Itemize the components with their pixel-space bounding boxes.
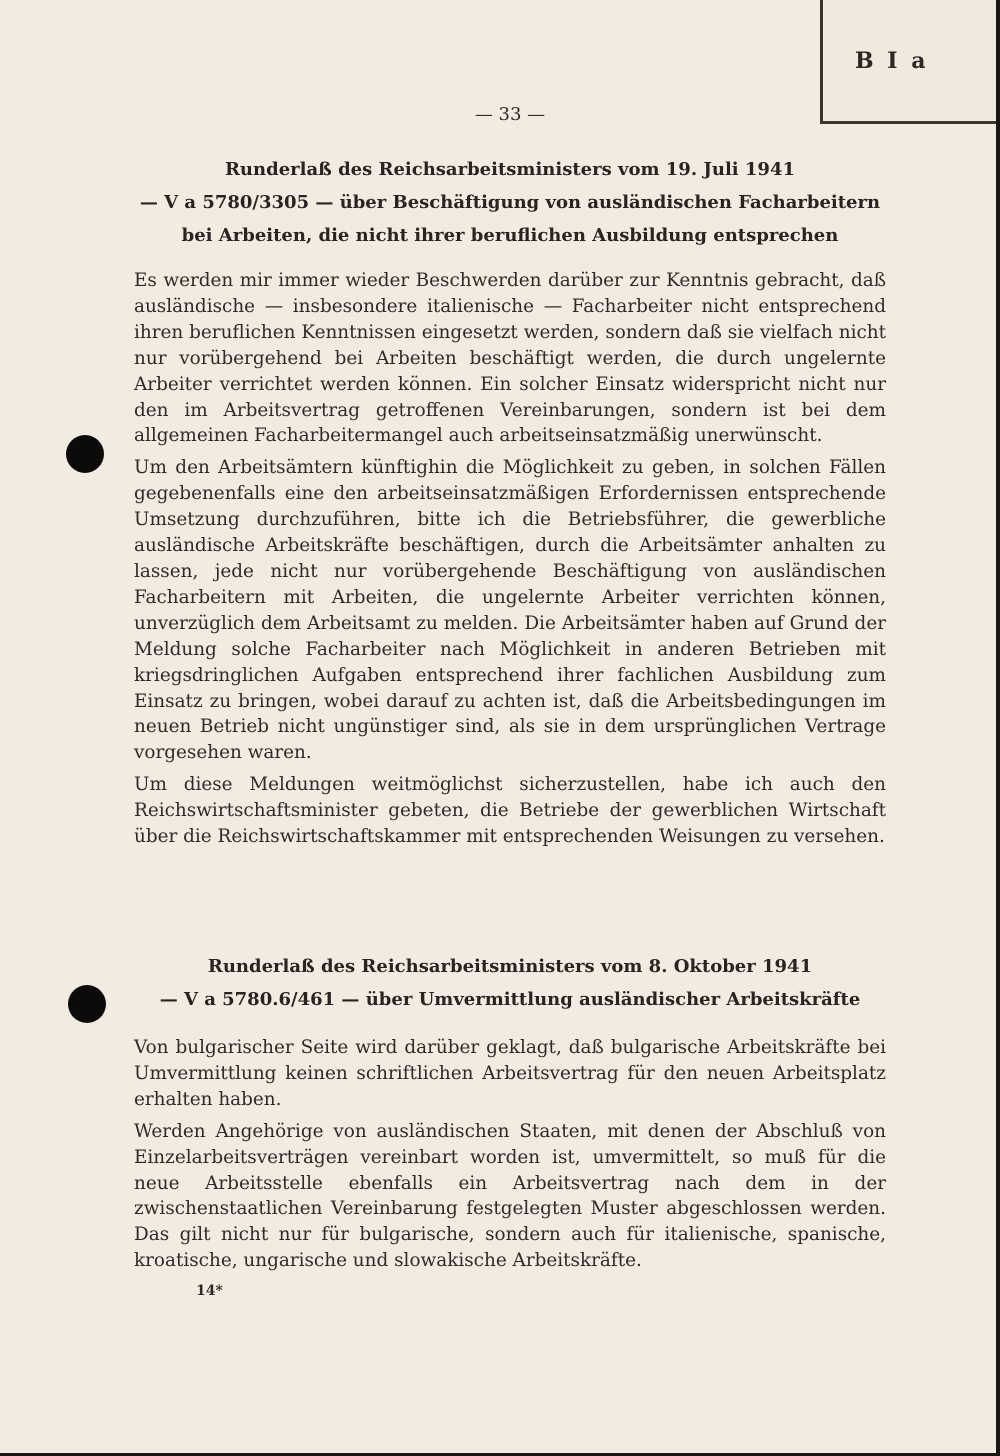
section1-body: [134, 268, 886, 856]
section1-paragraph: Um diese Meldungen weitmöglichst sicherzustellen, habe ich auch den Reichswirtschaftsminister gebeten, die Betriebe der gewerblichen Wirtschaft über die Reichswirtschaftskammer mit entsprechenden Weisungen zu versehen.: [134, 774, 886, 848]
section2-body: [134, 1035, 886, 1280]
section1-heading-line: bei Arbeiten, die nicht ihrer beruflichen Ausbildung entsprechen: [181, 225, 839, 246]
punch-hole: [68, 985, 106, 1023]
section2-paragraph: Werden Angehörige von ausländischen Staaten, mit denen der Abschluß von Einzelarbeitsverträgen vereinbart worden ist, umvermittelt, so muß für die neue Arbeitsstelle ebenfalls ein Arbeitsvertrag nach dem in der zwischenstaatlichen Vereinbarung festgelegten Muster abgeschlossen werden. Das gilt nicht nur für bulgarische, sondern auch für italienische, spanische, kroatische, ungarische und slowakische Arbeitskräfte.: [134, 1120, 886, 1272]
punch-hole: [66, 435, 104, 473]
section1-heading: [100, 153, 920, 252]
section2-paragraph: Von bulgarischer Seite wird darüber geklagt, daß bulgarische Arbeitskräfte bei Umvermittlung keinen schriftlichen Arbeitsvertrag für den neuen Arbeitsplatz erhalten haben.: [134, 1037, 886, 1110]
section1-heading-line: Runderlaß des Reichsarbeitsministers vom 19. Juli 1941: [224, 159, 796, 180]
section2-heading: [100, 950, 920, 1016]
section2-heading-line: — V a 5780.6/461 — über Umvermittlung ausländischer Arbeitskräfte: [159, 989, 861, 1010]
sheet-signature-mark: 14*: [196, 1283, 223, 1299]
section1-paragraph: Es werden mir immer wieder Beschwerden darüber zur Kenntnis gebracht, daß ausländische — insbesondere italienische — Facharbeiter nicht entsprechend ihren beruflichen Kenntnissen eingesetzt werden, sondern daß sie vielfach nicht nur vorübergehend bei Arbeiten beschäftigt werden, die durch ungelernte Arbeiter verrichtet werden können. Ein solcher Einsatz widerspricht nicht nur den im Arbeitsvertrag getroffenen Vereinbarungen, sondern ist bei dem allgemeinen Facharbeitermangel auch arbeitseinsatzmäßig unerwünscht.: [134, 270, 886, 447]
page-number: — 33 —: [474, 104, 546, 125]
section1-paragraph: Um den Arbeitsämtern künftighin die Möglichkeit zu geben, in solchen Fällen gegebenenfalls eine den arbeitseinsatzmäßigen Erfordernissen entsprechende Umsetzung durchzuführen, bitte ich die Betriebsführer, die gewerbliche ausländische Arbeitskräfte beschäftigen, durch die Arbeitsämter anhalten zu lassen, jede nicht nur vorübergehende Beschäftigung von ausländischen Facharbeitern mit Arbeiten, die ungelernte Arbeiter verrichten können, unverzüglich dem Arbeitsamt zu melden. Die Arbeitsämter haben auf Grund der Meldung solche Facharbeiter nach Möglichkeit in anderen Betrieben mit kriegsdringlichen Aufgaben entsprechend ihrer fachlichen Ausbildung zum Einsatz zu bringen, wobei darauf zu achten ist, daß die Arbeitsbedingungen im neuen Betrieb nicht ungünstiger sind, als sie in dem ursprünglichen Vertrage vorgesehen waren.: [134, 457, 886, 764]
section2-heading-line: Runderlaß des Reichsarbeitsministers vom 8. Oktober 1941: [207, 956, 813, 977]
section1-heading-line: — V a 5780/3305 — über Beschäftigung von ausländischen Facharbeitern: [139, 192, 881, 213]
scan-edge: [996, 0, 1000, 1456]
register-tab-label: B I a: [855, 48, 929, 74]
